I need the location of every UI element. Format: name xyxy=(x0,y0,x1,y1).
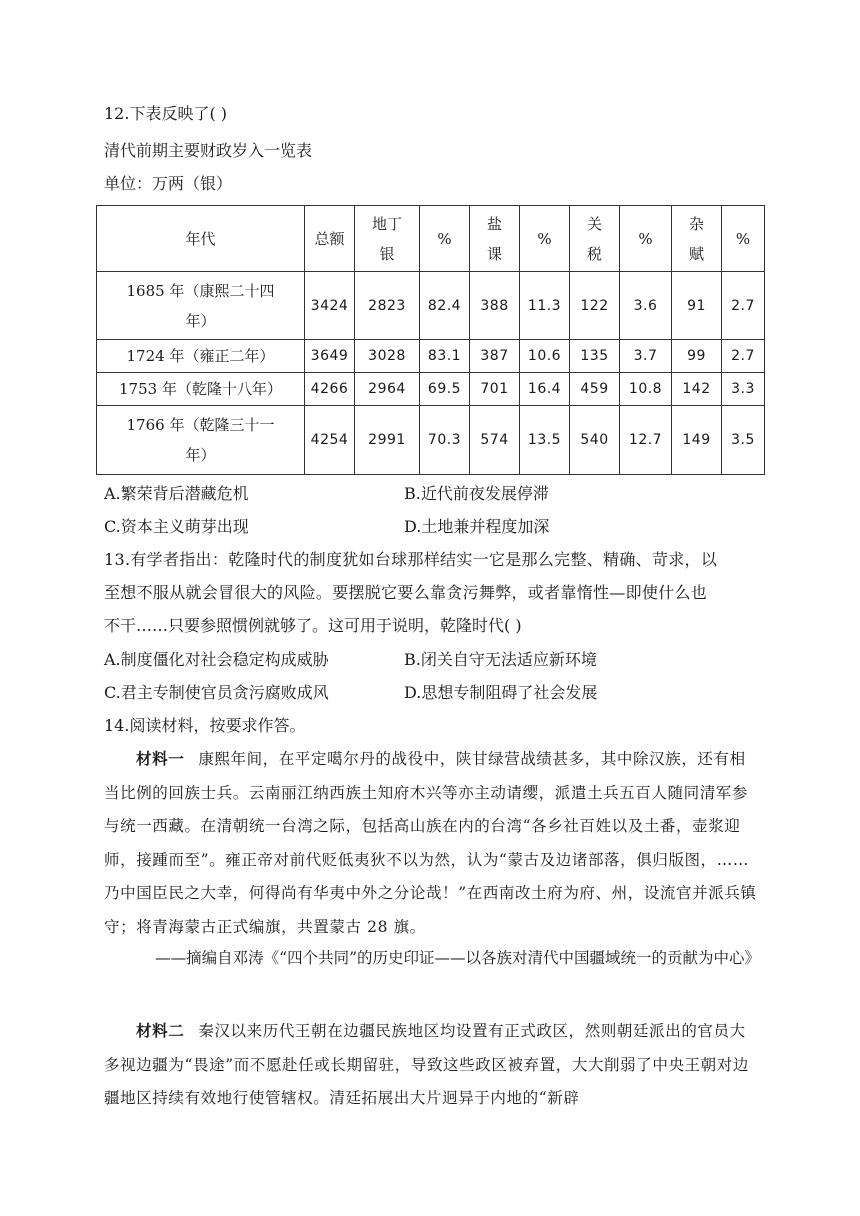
col-header: 关税 xyxy=(570,206,620,272)
cell: 16.4 xyxy=(520,373,570,406)
cell: 12.7 xyxy=(620,406,672,475)
cell: 701 xyxy=(470,373,520,406)
cell: 388 xyxy=(470,272,520,340)
cell: 2.7 xyxy=(722,272,765,340)
material-1-source: ——摘编自邓涛《“四个共同”的历史印证——以各族对清代中国疆域统一的贡献为中心》 xyxy=(155,949,760,967)
cell: 3028 xyxy=(355,340,420,373)
revenue-table xyxy=(96,205,765,475)
cell: 82.4 xyxy=(420,272,470,340)
table-row xyxy=(97,340,765,373)
table-unit: 单位：万两（银） xyxy=(104,174,233,193)
table-header-row xyxy=(97,206,765,272)
cell: 149 xyxy=(672,406,722,475)
cell: 10.8 xyxy=(620,373,672,406)
cell: 13.5 xyxy=(520,406,570,475)
cell: 69.5 xyxy=(420,373,470,406)
cell: 11.3 xyxy=(520,272,570,340)
table-row xyxy=(97,373,765,406)
year-cell: 1724 年（雍正二年） xyxy=(97,340,305,373)
material-1 xyxy=(104,742,760,944)
q12-option-d[interactable]: D.土地兼并程度加深 xyxy=(404,517,550,536)
col-header: % xyxy=(520,206,570,272)
material-1-label: 材料一 xyxy=(136,749,185,768)
cell: 83.1 xyxy=(420,340,470,373)
q12-option-a[interactable]: A.繁荣背后潜藏危机 xyxy=(104,484,249,503)
cell: 387 xyxy=(470,340,520,373)
material-2 xyxy=(104,1014,760,1116)
col-header: % xyxy=(420,206,470,272)
cell: 459 xyxy=(570,373,620,406)
cell: 122 xyxy=(570,272,620,340)
year-cell: 1766 年（乾隆三十一年） xyxy=(97,406,305,475)
q12-option-c[interactable]: C.资本主义萌芽出现 xyxy=(104,517,249,536)
q13-option-b[interactable]: B.闭关自守无法适应新环境 xyxy=(404,650,597,669)
cell: 70.3 xyxy=(420,406,470,475)
cell: 142 xyxy=(672,373,722,406)
cell: 91 xyxy=(672,272,722,340)
cell: 4266 xyxy=(305,373,355,406)
cell: 3.6 xyxy=(620,272,672,340)
cell: 574 xyxy=(470,406,520,475)
col-header: 盐课 xyxy=(470,206,520,272)
table-row xyxy=(97,406,765,475)
q12-option-b[interactable]: B.近代前夜发展停滞 xyxy=(404,484,549,503)
cell: 2.7 xyxy=(722,340,765,373)
cell: 99 xyxy=(672,340,722,373)
q13-line-1: 13.有学者指出：乾隆时代的制度犹如台球那样结实一它是那么完整、精确、苛求，以 xyxy=(104,550,718,569)
q13-option-a[interactable]: A.制度僵化对社会稳定构成威胁 xyxy=(104,650,329,669)
cell: 540 xyxy=(570,406,620,475)
col-header: 杂赋 xyxy=(672,206,722,272)
col-header: % xyxy=(722,206,765,272)
cell: 4254 xyxy=(305,406,355,475)
col-header: 年代 xyxy=(97,206,305,272)
material-1-text: 康熙年间，在平定噶尔丹的战役中，陕甘绿营战绩甚多，其中除汉族，还有相当比例的回族士兵。云南丽江纳西族土知府木兴等亦主动请缨，派遣土兵五百人随同清军参与统一西藏。在清朝统一台湾之际，包括高山族在内的台湾“各乡社百姓以及土番，壶浆迎师，接踵而至”。雍正帝对前代贬低夷狄不以为然，认为“蒙古及边诸部落，俱归版图，……乃中国臣民之大幸，何得尚有华夷中外之分论哉！”在西南改土府为府、州，设流官并派兵镇守；将青海蒙古正式编旗，共置蒙古 28 旗。 xyxy=(104,750,757,936)
q13-line-2: 至想不服从就会冒很大的风险。要摆脱它要么靠贪污舞弊，或者靠惰性—即使什么也 xyxy=(104,583,708,602)
year-cell: 1685 年（康熙二十四年） xyxy=(97,272,305,340)
col-header: 地丁银 xyxy=(355,206,420,272)
q13-line-3: 不干……只要参照惯例就够了。这可用于说明，乾隆时代( ) xyxy=(104,616,522,635)
material-2-text: 秦汉以来历代王朝在边疆民族地区均设置有正式政区，然则朝廷派出的官员大多视边疆为“畏途”而不愿赴任或长期留驻，导致这些政区被弃置，大大削弱了中央王朝对边疆地区持续有效地行使管辖权。清廷拓展出大片迥异于内地的“新辟 xyxy=(104,1022,749,1107)
cell: 135 xyxy=(570,340,620,373)
cell: 3.5 xyxy=(722,406,765,475)
material-2-label: 材料二 xyxy=(136,1021,185,1040)
table-row xyxy=(97,272,765,340)
col-header: % xyxy=(620,206,672,272)
year-cell: 1753 年（乾隆十八年） xyxy=(97,373,305,406)
cell: 3424 xyxy=(305,272,355,340)
q13-option-d[interactable]: D.思想专制阻碍了社会发展 xyxy=(404,683,598,702)
q14-stem: 14.阅读材料，按要求作答。 xyxy=(104,716,306,735)
table-title: 清代前期主要财政岁入一览表 xyxy=(104,141,313,160)
cell: 3.7 xyxy=(620,340,672,373)
q12-stem: 12.下表反映了( ) xyxy=(104,104,228,123)
cell: 3.3 xyxy=(722,373,765,406)
cell: 10.6 xyxy=(520,340,570,373)
cell: 2964 xyxy=(355,373,420,406)
col-header: 总额 xyxy=(305,206,355,272)
cell: 3649 xyxy=(305,340,355,373)
cell: 2823 xyxy=(355,272,420,340)
q13-option-c[interactable]: C.君主专制使官员贪污腐败成风 xyxy=(104,683,329,702)
cell: 2991 xyxy=(355,406,420,475)
